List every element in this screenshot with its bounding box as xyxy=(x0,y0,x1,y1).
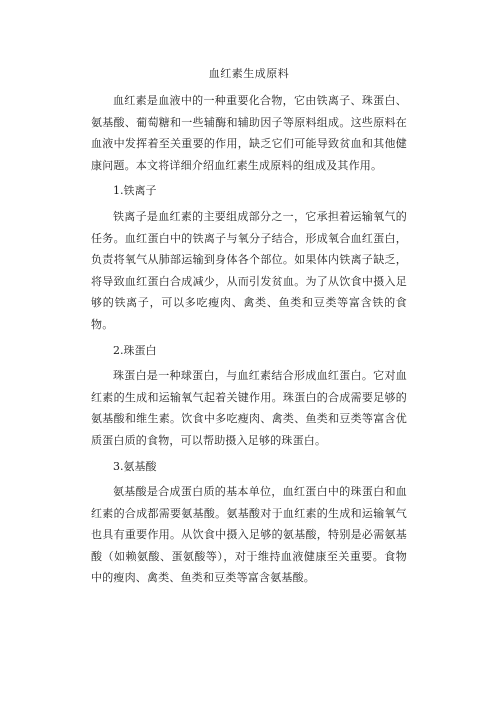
section-globin xyxy=(91,340,407,452)
section-body: 氨基酸是合成蛋白质的基本单位，血红蛋白中的珠蛋白和血红素的合成都需要氨基酸。氨基酸对于血红素的生成和运输氧气也具有重要作用。从饮食中摄入足够的氨基酸，特别是必需氨基酸（如赖氨酸、蛋氨酸等），对于维持血液健康至关重要。食物中的瘦肉、禽类、鱼类和豆类等富含氨基酸。 xyxy=(91,485,407,585)
section-heading: 3.氨基酸 xyxy=(113,459,157,473)
document-title: 血红素生成原料 xyxy=(208,67,290,80)
section-iron xyxy=(91,180,407,335)
section-heading: 2.珠蛋白 xyxy=(113,343,157,357)
section-amino-acids xyxy=(91,456,407,590)
section-body: 珠蛋白是一种球蛋白，与血红素结合形成血红蛋白。它对血红素的生成和运输氧气起着关键作用。珠蛋白的合成需要足够的氨基酸和维生素。饮食中多吃瘦肉、禽类、鱼类和豆类等富含优质蛋白质的食物，可以帮助摄入足够的珠蛋白。 xyxy=(91,369,407,447)
section-body: 铁离子是血红素的主要组成部分之一，它承担着运输氧气的任务。血红蛋白中的铁离子与氧分子结合，形成氧合血红蛋白，负责将氧气从肺部运输到身体各个部位。如果体内铁离子缺乏，将导致血红蛋白合成减少，从而引发贫血。为了从饮食中摄入足够的铁离子，可以多吃瘦肉、禽类、鱼类和豆类等富含铁的食物。 xyxy=(91,209,407,331)
section-heading: 1.铁离子 xyxy=(113,184,157,198)
intro-paragraph: 血红素是血液中的一种重要化合物，它由铁离子、珠蛋白、氨基酸、葡萄糖和一些辅酶和辅助因子等原料组成。这些原料在血液中发挥着至关重要的作用，缺乏它们可能导致贫血和其他健康问题。本文将详细介绍血红素生成原料的组成及其作用。 xyxy=(91,94,407,172)
document-page xyxy=(91,66,407,593)
